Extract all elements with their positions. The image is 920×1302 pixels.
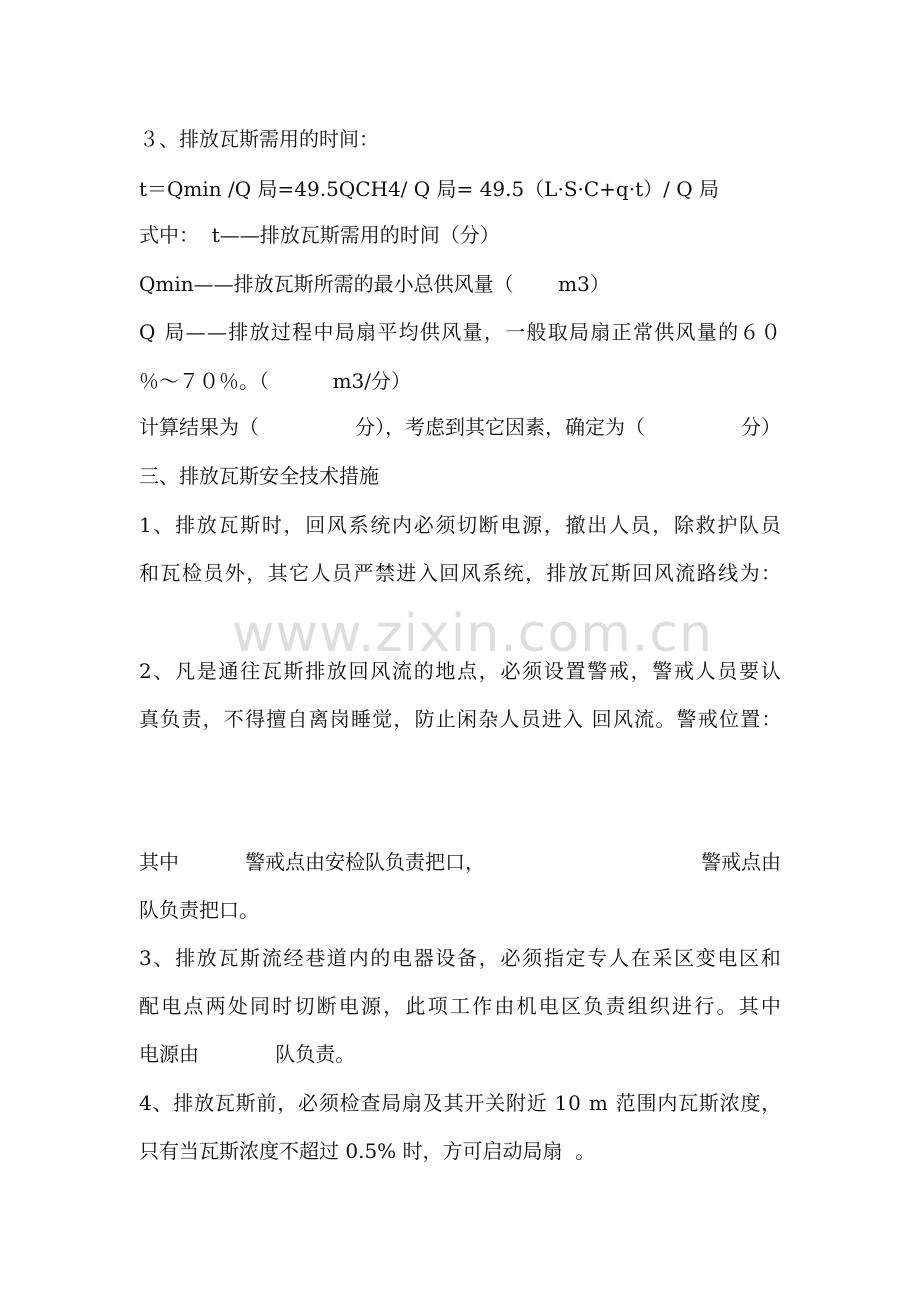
paragraph-text: 4、排放瓦斯前，必须检查局扇及其开关附近 10 m 范围内瓦斯浓度， [139,1091,783,1115]
paragraph-text: 3、排放瓦斯流经巷道内的电器设备，必须指定专人在采区变电区和 [139,946,783,970]
section-heading-safety: 三、排放瓦斯安全技术措施 [139,464,379,488]
measure-2-line-1 [139,658,781,684]
formula-definition-t: 式中： t——排放瓦斯需用的时间（分） [139,223,500,247]
guard-point-line-cont: 队负责把口。 [139,898,259,922]
paragraph-text: 配电点两处同时切断电源，此项工作由机电区负责组织进行。其中 [139,994,784,1018]
formula-definition-qju-cont: ％～７０％。（ m3/分） [139,369,412,393]
guard-point-2: 警戒点由 [701,850,781,874]
paragraph-text: 真负责，不得擅自离岗睡觉，防止闲杂人员进入 回风流。警戒位置： [139,707,783,731]
formula-definition-qmin: Qmin——排放瓦斯所需的最小总供风量（ m3） [139,272,610,296]
formula-definition-qju [139,319,781,345]
section-heading-time: ３、排放瓦斯需用的时间： [139,127,379,151]
measure-3-line-1 [139,945,781,971]
measure-2-line-2 [139,706,781,732]
measure-1-line-2 [139,560,781,586]
guard-point-1: 警戒点由安检队负责把口， [245,850,485,874]
paragraph-text: Q 局——排放过程中局扇平均供风量，一般取局扇正常供风量的６０ [139,320,783,344]
paragraph-text: 和瓦检员外，其它人员严禁进入回风系统，排放瓦斯回风流路线为： [139,561,783,585]
guard-label: 其中 [139,850,179,874]
measure-3-line-3: 电源由 队负责。 [139,1042,356,1066]
guard-point-line [139,849,781,875]
watermark: www.zixin.com.cn [232,604,713,664]
result-middle: 分），考虑到其它因素，确定为（ [355,415,645,439]
measure-3-line-2 [139,993,784,1019]
result-end: 分） [741,415,781,439]
calculation-result-line [139,414,781,440]
measure-1-line-1 [139,512,781,538]
measure-4-line-1 [139,1090,781,1116]
measure-4-line-2: 只有当瓦斯浓度不超过 0.5% 时，方可启动局扇 。 [139,1139,596,1163]
result-label: 计算结果为（ [139,415,259,439]
formula-line: t＝Qmin /Q 局=49.5QCH4/ Q 局= 49.5（L·S·C+q·t）/ Q 局 [139,177,719,201]
paragraph-text: 1、排放瓦斯时，回风系统内必须切断电源，撤出人员，除救护队员 [139,513,783,537]
paragraph-text: 2、凡是通往瓦斯排放回风流的地点，必须设置警戒，警戒人员要认 [139,659,783,683]
